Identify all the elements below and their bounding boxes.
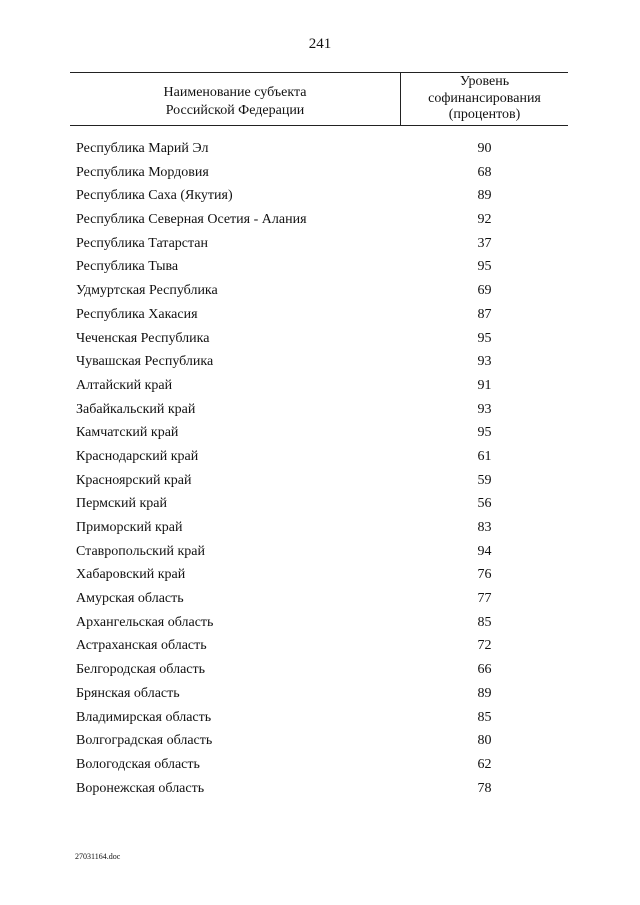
table-row: [70, 686, 568, 710]
subject-name-cell: Республика Северная Осетия - Алания: [76, 212, 307, 228]
subject-name-cell: Республика Тыва: [76, 259, 179, 275]
table-row: [70, 165, 568, 189]
table-row: [70, 567, 568, 591]
cofinancing-level-cell: 72: [477, 638, 492, 654]
subject-name-cell: Камчатский край: [76, 425, 179, 441]
cofinancing-level-cell: 93: [477, 401, 492, 417]
cofinancing-level-cell: 68: [477, 164, 492, 180]
subject-name-cell: Республика Хакасия: [76, 306, 198, 322]
table-row: [70, 354, 568, 378]
table-row: [70, 283, 568, 307]
subject-name-cell: Пермский край: [76, 496, 167, 512]
table-row: [70, 638, 568, 662]
cofinancing-level-cell: 78: [477, 780, 492, 796]
table-row: [70, 378, 568, 402]
subject-name-cell: Хабаровский край: [76, 567, 186, 583]
subject-name-cell: Волгоградская область: [76, 733, 213, 749]
subject-name-cell: Республика Марий Эл: [76, 141, 209, 156]
cofinancing-level-cell: 92: [477, 212, 492, 228]
cofinancing-level-cell: 91: [477, 377, 492, 393]
subject-name-cell: Чувашская Республика: [76, 354, 214, 370]
table-row: [70, 544, 568, 568]
cofinancing-level-cell: 85: [477, 709, 492, 725]
header-level-line: софинансирования: [428, 90, 541, 106]
subject-name-cell: Белгородская область: [76, 662, 206, 678]
cofinancing-level-cell: 80: [477, 733, 492, 749]
header-level-line: Уровень: [459, 74, 510, 89]
cofinancing-level-cell: 83: [477, 520, 492, 535]
table-row: [70, 307, 568, 331]
table-row: [70, 236, 568, 260]
subject-name-cell: Воронежская область: [76, 780, 205, 796]
cofinancing-level-cell: 95: [477, 330, 492, 346]
cofinancing-level-cell: 69: [477, 283, 492, 299]
cofinancing-level-cell: 93: [477, 354, 492, 370]
table-row: [70, 662, 568, 686]
cofinancing-level-cell: 90: [477, 141, 492, 156]
subject-name-cell: Республика Саха (Якутия): [76, 188, 233, 204]
subject-name-cell: Забайкальский край: [76, 401, 196, 417]
cofinancing-level-cell: 94: [477, 543, 492, 559]
table-row: [70, 331, 568, 355]
table-row: [70, 733, 568, 757]
subject-name-cell: Удмуртская Республика: [76, 283, 218, 299]
table-row: [70, 141, 568, 165]
cofinancing-level-cell: 85: [477, 614, 492, 630]
subject-name-cell: Вологодская область: [76, 756, 200, 772]
table-row: [70, 259, 568, 283]
document-id: 27031164.doc: [75, 852, 121, 861]
table-row: [70, 449, 568, 473]
subject-name-cell: Амурская область: [76, 591, 184, 607]
cofinancing-level-cell: 95: [477, 259, 492, 275]
cofinancing-level-cell: 62: [477, 756, 492, 772]
cofinancing-table: [70, 72, 568, 796]
cofinancing-level-cell: 77: [477, 591, 492, 607]
table-row: [70, 188, 568, 212]
subject-name-cell: Владимирская область: [76, 709, 212, 725]
table-row: [70, 615, 568, 639]
table-row: [70, 425, 568, 449]
cofinancing-level-cell: 89: [477, 685, 492, 701]
subject-name-cell: Республика Мордовия: [76, 164, 209, 180]
subject-name-cell: Чеченская Республика: [76, 330, 210, 346]
table-row: [70, 212, 568, 236]
header-name-line: Российской Федерации: [165, 103, 305, 118]
cofinancing-level-cell: 61: [477, 448, 492, 464]
subject-name-cell: Приморский край: [76, 520, 183, 535]
subject-name-cell: Алтайский край: [76, 377, 173, 393]
subject-name-cell: Архангельская область: [76, 614, 214, 630]
cofinancing-level-cell: 87: [477, 306, 492, 322]
cofinancing-level-cell: 95: [477, 425, 492, 441]
cofinancing-level-cell: 66: [477, 662, 492, 678]
table-row: [70, 402, 568, 426]
cofinancing-level-cell: 76: [477, 567, 492, 583]
subject-name-cell: Красноярский край: [76, 472, 192, 488]
table-row: [70, 473, 568, 497]
subject-name-cell: Краснодарский край: [76, 448, 199, 464]
table-row: [70, 781, 568, 805]
subject-name-cell: Астраханская область: [76, 638, 207, 654]
subject-name-cell: Брянская область: [76, 685, 180, 701]
cofinancing-level-cell: 56: [477, 496, 492, 512]
header-cofinancing-level: [401, 74, 568, 124]
subject-name-cell: Ставропольский край: [76, 543, 205, 559]
table-row: [70, 757, 568, 781]
cofinancing-level-cell: 59: [477, 472, 492, 488]
table-row: [70, 591, 568, 615]
table-body: [70, 141, 568, 804]
header-name-line: Наименование субъекта: [163, 85, 307, 100]
header-level-line: (процентов): [448, 107, 521, 122]
table-row: [70, 520, 568, 544]
table-header: [70, 72, 568, 126]
cofinancing-level-cell: 37: [477, 235, 492, 251]
page-number: 241: [308, 36, 332, 52]
table-row: [70, 496, 568, 520]
header-subject-name: [70, 84, 400, 120]
subject-name-cell: Республика Татарстан: [76, 235, 209, 251]
cofinancing-level-cell: 89: [477, 188, 492, 204]
table-row: [70, 710, 568, 734]
